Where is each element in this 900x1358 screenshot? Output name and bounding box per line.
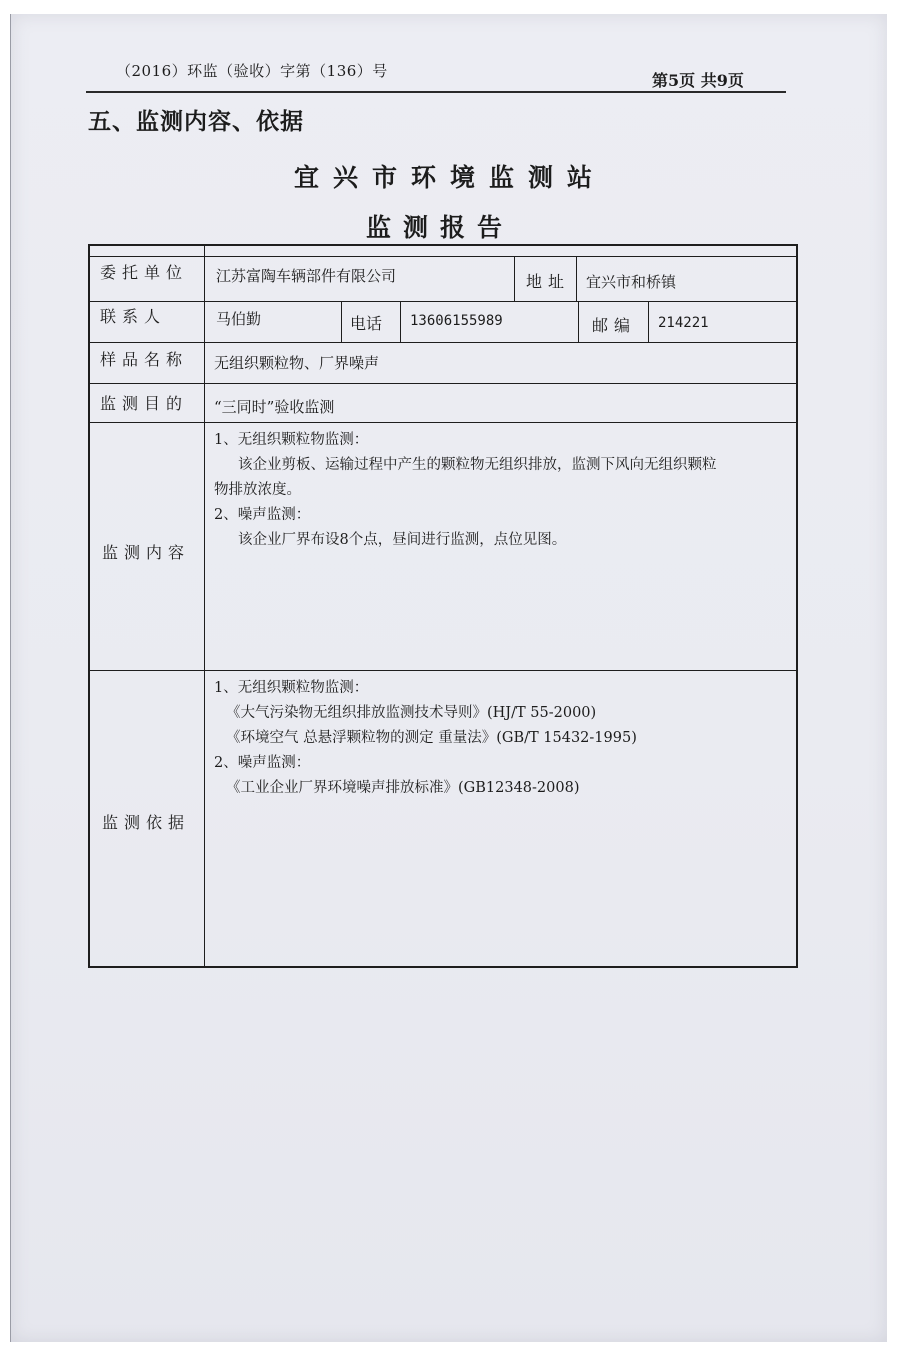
purpose-label: 监测目的 [100, 394, 189, 413]
content-label: 监测内容 [102, 543, 191, 562]
label-column-rule [204, 246, 205, 966]
sample-value: 无组织颗粒物、厂界噪声 [214, 354, 380, 372]
row-rule [90, 342, 796, 343]
postcode-divider [578, 301, 579, 342]
content-line: 该企业厂界布设8个点，昼间进行监测，点位见图。 [238, 532, 567, 548]
postcode-divider [648, 301, 649, 342]
phone-divider [341, 301, 342, 342]
content-line: 2、噪声监测： [214, 507, 311, 523]
phone-divider [400, 301, 401, 342]
purpose-value: “三同时”验收监测 [214, 398, 335, 416]
row-rule [90, 383, 796, 384]
phone-value: 13606155989 [410, 313, 503, 329]
address-label: 地址 [526, 272, 571, 291]
basis-line: 《环境空气 总悬浮颗粒物的测定 重量法》(GB/T 15432-1995) [226, 730, 637, 746]
row-top-rule [90, 256, 796, 257]
document-number: （2016）环监（验收）字第（136）号 [116, 62, 388, 80]
header-rule [86, 91, 786, 93]
section-title: 五、监测内容、依据 [88, 108, 304, 135]
client-label: 委托单位 [100, 263, 189, 282]
basis-line: 《大气污染物无组织排放监测技术导则》(HJ/T 55-2000) [226, 705, 597, 721]
address-divider [576, 256, 577, 301]
postcode-label: 邮编 [592, 316, 637, 335]
content-line: 该企业剪板、运输过程中产生的颗粒物无组织排放，监测下风向无组织颗粒 [238, 457, 717, 473]
row-rule [90, 422, 796, 423]
sample-label: 样品名称 [100, 350, 189, 369]
content-line: 1、无组织颗粒物监测： [214, 432, 369, 448]
client-value: 江苏富陶车辆部件有限公司 [216, 267, 397, 285]
address-value: 宜兴市和桥镇 [586, 273, 677, 291]
station-title: 宜兴市环境监测站 [293, 163, 606, 192]
contact-value: 马伯勤 [216, 310, 262, 328]
postcode-value: 214221 [658, 315, 709, 331]
page-info: 第5页 共9页 [652, 71, 744, 90]
basis-line: 2、噪声监测： [214, 755, 311, 771]
basis-text [214, 676, 794, 801]
basis-line: 1、无组织颗粒物监测： [214, 680, 369, 696]
content-text [214, 428, 794, 553]
address-divider [514, 256, 515, 301]
contact-label: 联系人 [100, 307, 167, 326]
content-line: 物排放浓度。 [214, 482, 301, 498]
phone-label: 电话 [350, 314, 383, 333]
basis-label: 监测依据 [102, 813, 191, 832]
basis-line: 《工业企业厂界环境噪声排放标准》(GB12348-2008) [226, 780, 580, 796]
report-title: 监测报告 [365, 213, 514, 242]
report-form [88, 244, 798, 968]
row-rule [90, 670, 796, 671]
row-rule [90, 301, 796, 302]
